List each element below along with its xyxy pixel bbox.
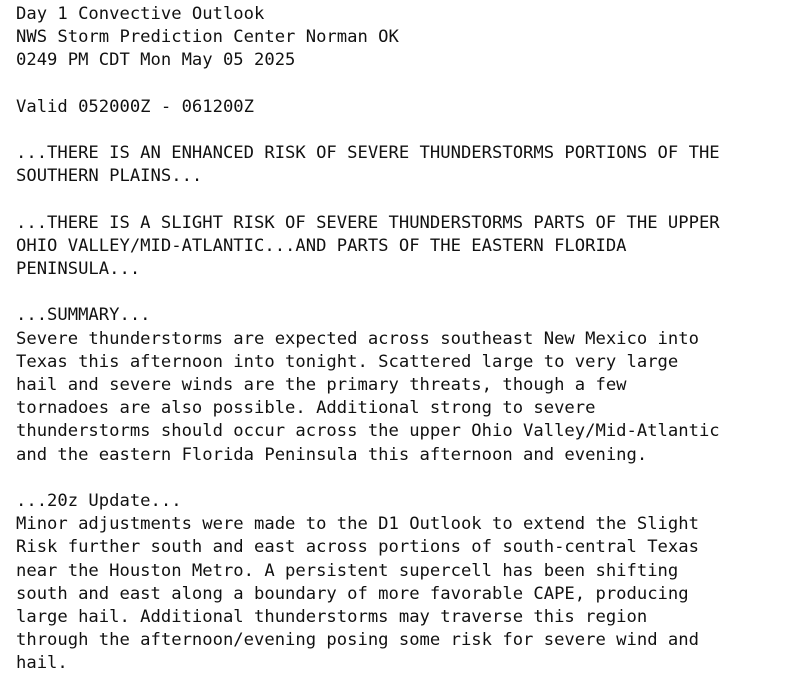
summary-block	[16, 304, 802, 466]
text-line: large hail. Additional thunderstorms may traverse this region	[16, 606, 648, 627]
text-line: hail.	[16, 653, 68, 674]
enhanced-risk-block	[16, 142, 802, 188]
valid-period-block	[16, 96, 802, 119]
text-line: ...THERE IS A SLIGHT RISK OF SEVERE THUNDERSTORMS PARTS OF THE UPPER	[16, 212, 720, 233]
issuing-office: NWS Storm Prediction Center Norman OK	[16, 27, 399, 48]
text-line: tornadoes are also possible. Additional strong to severe	[16, 398, 596, 419]
text-line: ...THERE IS AN ENHANCED RISK OF SEVERE THUNDERSTORMS PORTIONS OF THE	[16, 143, 720, 164]
text-line: Texas this afternoon into tonight. Scattered large to very large	[16, 351, 679, 372]
text-line: Minor adjustments were made to the D1 Outlook to extend the Slight	[16, 514, 699, 535]
text-line: and the eastern Florida Peninsula this afternoon and evening.	[16, 444, 648, 465]
text-line: Severe thunderstorms are expected across southeast New Mexico into	[16, 328, 699, 349]
update-heading: ...20z Update...	[16, 490, 182, 511]
text-line: OHIO VALLEY/MID-ATLANTIC...AND PARTS OF THE EASTERN FLORIDA	[16, 235, 627, 256]
text-line: Risk further south and east across portions of south-central Texas	[16, 537, 699, 558]
text-line: thunderstorms should occur across the upper Ohio Valley/Mid-Atlantic	[16, 421, 720, 442]
text-line: near the Houston Metro. A persistent supercell has been shifting	[16, 560, 679, 581]
document-title: Day 1 Convective Outlook	[16, 4, 265, 24]
text-line: hail and severe winds are the primary threats, though a few	[16, 375, 627, 395]
summary-heading: ...SUMMARY...	[16, 305, 151, 326]
text-line: SOUTHERN PLAINS...	[16, 166, 203, 187]
valid-period: Valid 052000Z - 061200Z	[16, 96, 254, 117]
text-line: through the afternoon/evening posing some risk for severe wind and	[16, 630, 699, 651]
text-line: south and east along a boundary of more favorable CAPE, producing	[16, 583, 689, 604]
issue-time: 0249 PM CDT Mon May 05 2025	[16, 50, 296, 71]
update-block	[16, 490, 802, 676]
text-line: PENINSULA...	[16, 259, 141, 280]
slight-risk-block	[16, 212, 802, 282]
header-block	[16, 3, 802, 73]
